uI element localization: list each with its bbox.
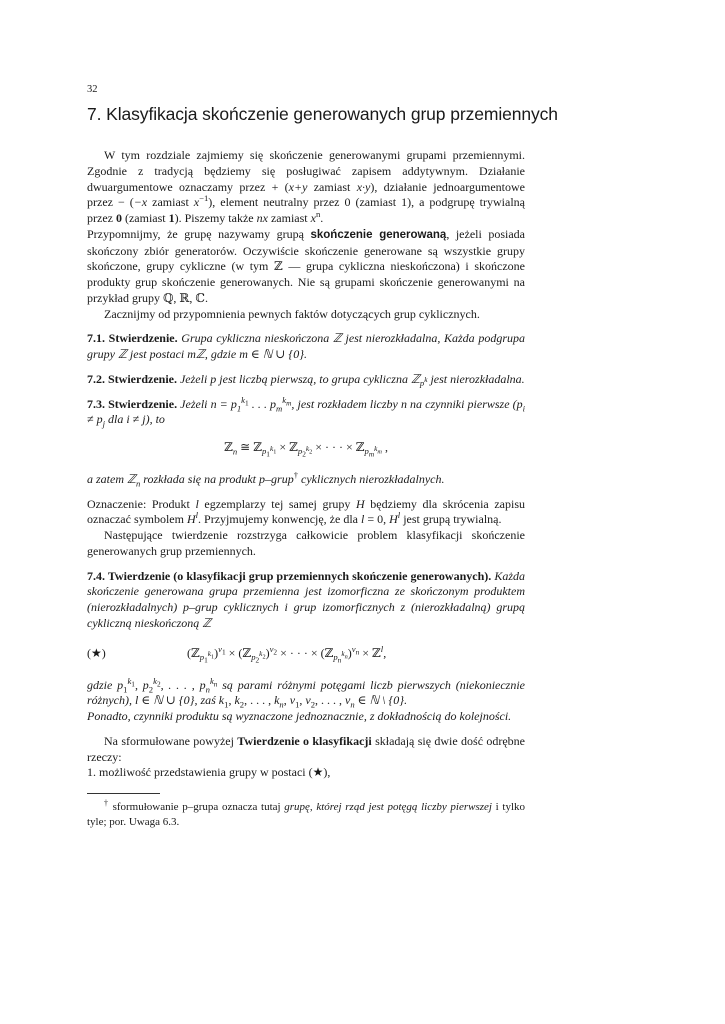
intro-paragraph-2: Przypomnijmy, że grupę nazywamy grupą skończenie generowaną, jeżeli posiada skończony zbiór generatorów. Oczywiście skończenie generowane są wszystkie grupy skończone, grupy cykliczne (w tym ℤ — grupa cykliczna nieskończona) i skończone produkty grup skończenie generowanych. Nie są grupami skończenie generowanymi na przykład grupy ℚ, ℝ, ℂ. bbox=[87, 226, 526, 305]
closing-paragraph: Na sformułowane powyżej Twierdzenie o klasyfikacji składają się dwie dość odrębne rzeczy: bbox=[87, 733, 526, 764]
theorem-star-formula bbox=[87, 643, 525, 665]
statement-7-3-conclusion: a zatem ℤ$_n$ rozkłada się na produkt p–grup† cyklicznych nierozkładalnych. bbox=[87, 469, 445, 489]
theorem-7-4: 7.4. Twierdzenie (o klasyfikacji grup przemiennych skończenie generowanych). Każda skończenie generowana grupa przemienna jest izomorficzna ze skończonym produktem (nierozkładalnych) p–grup cyklicznych i grup izomorficznych z (nierozkładalną) grupą cykliczną nieskończoną ℤ bbox=[87, 568, 525, 630]
defined-term: skończenie generowaną bbox=[310, 228, 447, 241]
star-equation: (ℤ$_{p_1^{k_1}}$)$^{v_1}$ × (ℤ$_{p_2^{k_2}}$)$^{v_2}$ × · · · × (ℤ$_{p_n^{k_n}}$)$^{v_n}$ × ℤ$^l$, bbox=[187, 643, 387, 665]
page-number: 32 bbox=[87, 84, 98, 95]
intro-paragraph-3: Zacznijmy od przypomnienia pewnych faktów dotyczących grup cyklicznych. bbox=[104, 306, 480, 321]
footnote-divider bbox=[87, 793, 160, 794]
statement-7-1: 7.1. Stwierdzenie. Grupa cykliczna nieskończona ℤ jest nierozkładalna, Każda podgrupa grupy ℤ jest postaci mℤ, gdzie m ∈ ℕ ∪ {0}. bbox=[87, 331, 526, 361]
star-label: (★) bbox=[87, 645, 106, 660]
statement-7-2: 7.2. Stwierdzenie. Jeżeli p jest liczbą pierwszą, to grupa cykliczna ℤ$_{p^k}$ jest nierozkładalna. bbox=[87, 371, 525, 389]
notation-followup: Następujące twierdzenie rozstrzyga całkowicie problem klasyfikacji skończenie generowanych grup przemiennych. bbox=[87, 528, 525, 558]
theorem-7-4-conditions: gdzie $p_1^{k_1}$, $p_2^{k_2}$, . . . , $p_n^{k_n}$ są parami różnymi potęgami liczb pierwszych (niekoniecznie różnych), l ∈ ℕ ∪ {0}, zaś $k_1$, $k_2$, . . . , $k_n$, $v_1$, $v_2$, . . . , $v_n$ ∈ ℕ \ {0}. bbox=[87, 675, 526, 710]
notation-paragraph: Oznaczenie: Produkt l egzemplarzy tej samej grupy H będziemy dla skrócenia zapisu oznaczać symbolem $H^l$. Przyjmujemy konwencję, że dla l = 0, $H^l$ jest grupą trywialną. bbox=[87, 496, 525, 527]
theorem-7-4-uniqueness: Ponadto, czynniki produktu są wyznaczone jednoznacznie, z dokładnością do kolejności. bbox=[87, 709, 512, 723]
chapter-title: 7. Klasyfikacja skończenie generowanych grup przemiennych bbox=[87, 104, 558, 124]
list-item-1: 1. możliwość przedstawienia grupy w postaci (★), bbox=[87, 765, 331, 780]
star-icon: ★ bbox=[312, 765, 324, 780]
page-body bbox=[87, 148, 525, 830]
footnote: † sformułowanie p–grupa oznacza tutaj grupę, której rząd jest potęgą liczby pierwszej i tylko tyle; por. Uwaga 6.3. bbox=[87, 798, 526, 828]
statement-7-3: 7.3. Stwierdzenie. Jeżeli $n = p_1^{k_1}$ . . . $p_m^{k_m}$, jest rozkładem liczby n na czynniki pierwsze ($p_i \ne p_j$ dla i ≠ j), to bbox=[87, 394, 526, 429]
intro-paragraph-1: W tym rozdziale zajmiemy się skończenie generowanymi grupami przemiennymi. Zgodnie z tradycją będziemy się posługiwać zapisem addytywnym. Działanie dwuargumentowe oznaczamy przez + (x+y zamiast x·y), działanie jednoargumentowe przez − (−x zamiast $x^{-1}$), element neutralny przez 0 (zamiast 1), a podgrupę trywialną przez 0 (zamiast 1). Piszemy także nx zamiast $x^n$. bbox=[87, 148, 525, 225]
display-formula-zn: ℤ$_n$ ≅ ℤ$_{p_1^{k_1}}$ × ℤ$_{p_2^{k_2}}$ × · · · × ℤ$_{p_m^{k_m}}$ , bbox=[224, 440, 388, 460]
